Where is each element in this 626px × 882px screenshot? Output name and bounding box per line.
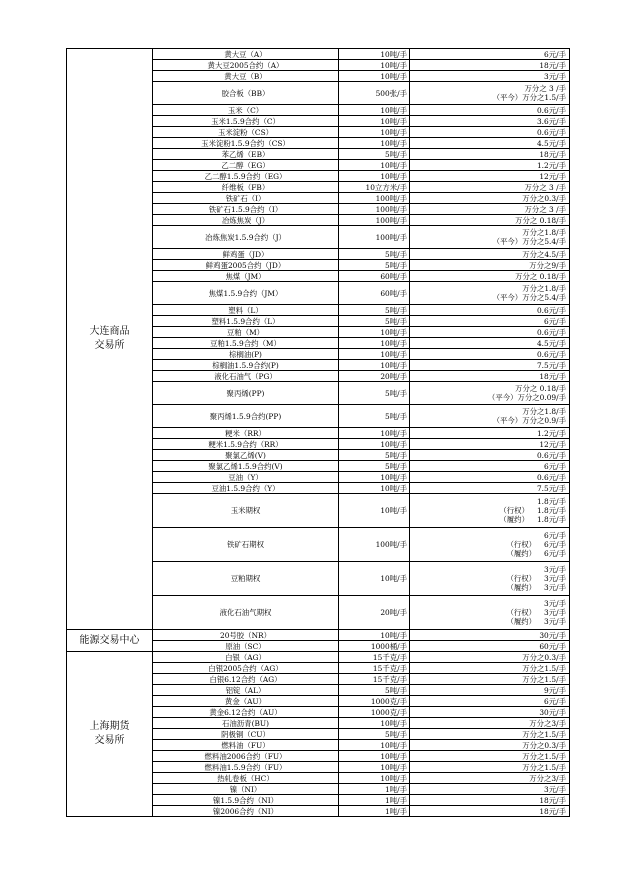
- contract-fee: [410, 762, 570, 773]
- fee-line: 7.5元/手: [536, 483, 566, 493]
- contract-fee: [410, 82, 570, 105]
- contract-name: 鲜鸡蛋2005合约（JD）: [153, 260, 339, 271]
- fee-line: 1.2元/手: [536, 160, 566, 170]
- contract-name: 塑料（L）: [153, 305, 339, 316]
- contract-fee: [410, 696, 570, 707]
- contract-name: 黄金6.12合约（AU）: [153, 707, 339, 718]
- fee-line: 30元/手: [539, 707, 566, 717]
- contract-fee: [410, 116, 570, 127]
- fee-line: 4.5元/手: [536, 138, 566, 148]
- fee-line: 1.2元/手: [536, 428, 566, 438]
- contract-name: 镍（NI）: [153, 784, 339, 795]
- fee-line-label: （行权）: [499, 506, 529, 515]
- contract-fee: [410, 316, 570, 327]
- contract-unit: 10吨/手: [339, 630, 410, 641]
- contract-fee: [410, 171, 570, 182]
- contract-fee: [410, 182, 570, 193]
- fee-line-label: （履约）: [506, 617, 537, 626]
- contract-name: 冶炼焦炭（J）: [153, 215, 339, 226]
- contract-unit: 100吨/手: [339, 193, 410, 204]
- contract-unit: 100吨/手: [339, 528, 410, 562]
- fee-line: 6元/手: [544, 49, 566, 59]
- exchange-name: [67, 49, 153, 630]
- contract-fee: [410, 360, 570, 371]
- contract-unit: 5吨/手: [339, 685, 410, 696]
- contract-name: 燃料油1.5.9合约（FU）: [153, 762, 339, 773]
- contract-unit: 10吨/手: [339, 562, 410, 596]
- fee-line: 万分之4.5/手: [522, 249, 566, 259]
- contract-name: 热轧卷板（HC）: [153, 773, 339, 784]
- fee-line: 万分之3/手: [529, 773, 566, 783]
- contract-unit: 10吨/手: [339, 428, 410, 439]
- fee-line-label: （行权）: [506, 574, 537, 583]
- exchange-name: [67, 652, 153, 817]
- contract-fee: [410, 472, 570, 483]
- contract-fee: [410, 127, 570, 138]
- contract-name: 塑料1.5.9合约（L）: [153, 316, 339, 327]
- table-row: [67, 630, 570, 641]
- contract-name: 阴极铜（CU）: [153, 729, 339, 740]
- fee-line: （平今）万分之5.4/手: [492, 293, 566, 302]
- contract-unit: 10吨/手: [339, 740, 410, 751]
- exchange-name-line: 交易所: [94, 340, 125, 351]
- contract-fee: [410, 450, 570, 461]
- contract-name: 豆粕1.5.9合约（M）: [153, 338, 339, 349]
- fee-line: 3元/手: [544, 784, 566, 794]
- fee-line: [412, 583, 566, 592]
- contract-fee: [410, 405, 570, 428]
- contract-fee: [410, 349, 570, 360]
- fee-line: 万分之 3 /手: [524, 182, 566, 192]
- contract-fee: [410, 461, 570, 472]
- contract-unit: 5吨/手: [339, 450, 410, 461]
- contract-name: 豆油（Y）: [153, 472, 339, 483]
- fee-line: （平今）万分之5.4/手: [492, 237, 566, 246]
- contract-unit: 100吨/手: [339, 215, 410, 226]
- contract-unit: 10吨/手: [339, 171, 410, 182]
- contract-fee: [410, 338, 570, 349]
- contract-unit: 10吨/手: [339, 116, 410, 127]
- fee-line: 18元/手: [539, 795, 566, 805]
- contract-fee: [410, 371, 570, 382]
- contract-fee: [410, 71, 570, 82]
- contract-name: 黄大豆（B）: [153, 71, 339, 82]
- contract-fee: [410, 60, 570, 71]
- exchange-name-line: 能源交易中心: [79, 634, 140, 646]
- contract-name: 玉米（C）: [153, 105, 339, 116]
- contract-name: 黄大豆2005合约（A）: [153, 60, 339, 71]
- contract-name: 粳米（RR）: [153, 428, 339, 439]
- fee-line: 7.5元/手: [536, 360, 566, 370]
- fee-line-value: 3元/手: [544, 608, 566, 617]
- exchange-name: [67, 630, 153, 652]
- contract-name: 乙二醇1.5.9合约（EG）: [153, 171, 339, 182]
- contract-fee: [410, 49, 570, 60]
- fee-line: 0.6元/手: [536, 305, 566, 315]
- contract-unit: 10吨/手: [339, 773, 410, 784]
- fee-line-value: 6元/手: [544, 531, 566, 540]
- fee-line: 12元/手: [539, 171, 566, 181]
- contract-fee: [410, 784, 570, 795]
- contract-fee: [410, 428, 570, 439]
- contract-unit: 10吨/手: [339, 338, 410, 349]
- fee-line: 18元/手: [539, 60, 566, 70]
- contract-fee: [410, 271, 570, 282]
- fee-line: 万分之 0.18/手: [515, 384, 566, 393]
- contract-unit: 60吨/手: [339, 282, 410, 305]
- contract-fee: [410, 138, 570, 149]
- contract-unit: 10吨/手: [339, 60, 410, 71]
- contract-fee: [410, 707, 570, 718]
- contract-fee: [410, 193, 570, 204]
- fee-line-label: （履约）: [499, 515, 529, 524]
- contract-unit: 1吨/手: [339, 784, 410, 795]
- contract-fee: [410, 249, 570, 260]
- contract-name: 铁矿石（I）: [153, 193, 339, 204]
- fee-line: [412, 531, 566, 540]
- contract-unit: 10吨/手: [339, 718, 410, 729]
- contract-name: 玉米淀粉（CS）: [153, 127, 339, 138]
- contract-name: 焦煤（JM）: [153, 271, 339, 282]
- contract-unit: 10吨/手: [339, 751, 410, 762]
- contract-unit: 10吨/手: [339, 138, 410, 149]
- contract-name: 豆粕（M）: [153, 327, 339, 338]
- contract-unit: 100吨/手: [339, 204, 410, 215]
- contract-unit: 10吨/手: [339, 349, 410, 360]
- contract-fee: [410, 596, 570, 630]
- contract-fee: [410, 439, 570, 450]
- contract-fee: [410, 806, 570, 817]
- contract-fee: [410, 630, 570, 641]
- contract-unit: 60吨/手: [339, 271, 410, 282]
- fee-line: 万分之1.5/手: [522, 729, 566, 739]
- contract-name: 黄大豆（A）: [153, 49, 339, 60]
- fee-line: 6元/手: [544, 316, 566, 326]
- fee-line-value: 3元/手: [544, 617, 566, 626]
- fee-line: [412, 574, 566, 583]
- contract-name: 铁矿石期权: [153, 528, 339, 562]
- fee-line: 3.6元/手: [536, 116, 566, 126]
- contract-name: 玉米淀粉1.5.9合约（CS）: [153, 138, 339, 149]
- fee-line-label: （行权）: [506, 608, 537, 617]
- fee-line: 0.6元/手: [536, 450, 566, 460]
- contract-name: 镍2006合约（NI）: [153, 806, 339, 817]
- fee-line: 万分之1.5/手: [522, 762, 566, 772]
- contract-fee: [410, 105, 570, 116]
- fee-line: 万分之0.3/手: [522, 652, 566, 662]
- fee-line-value: 3元/手: [544, 599, 566, 608]
- contract-name: 燃料油（FU）: [153, 740, 339, 751]
- fee-line: [412, 515, 566, 524]
- exchange-name-line: 大连商品: [89, 326, 130, 337]
- contract-fee: [410, 641, 570, 652]
- table-row: [67, 652, 570, 663]
- fee-line-value: 6元/手: [544, 549, 566, 558]
- contract-unit: 10吨/手: [339, 71, 410, 82]
- fee-line: 30元/手: [539, 630, 566, 640]
- contract-unit: 1000桶/手: [339, 641, 410, 652]
- contract-fee: [410, 528, 570, 562]
- contract-name: 聚丙烯(PP): [153, 382, 339, 405]
- fee-line: 万分之0.3/手: [522, 740, 566, 750]
- contract-name: 粳米1.5.9合约（RR）: [153, 439, 339, 450]
- fee-line: [412, 497, 566, 506]
- contract-name: 豆粕期权: [153, 562, 339, 596]
- contract-name: 聚丙烯1.5.9合约(PP): [153, 405, 339, 428]
- contract-name: 棕榈油(P): [153, 349, 339, 360]
- fee-line: 60元/手: [539, 641, 566, 651]
- fee-line: 万分之 0.18/手: [515, 215, 566, 225]
- contract-unit: 500张/手: [339, 82, 410, 105]
- contract-name: 玉米1.5.9合约（C）: [153, 116, 339, 127]
- contract-fee: [410, 795, 570, 806]
- contract-fee: [410, 718, 570, 729]
- contract-unit: 10立方米/手: [339, 182, 410, 193]
- contract-name: 鲜鸡蛋（JD）: [153, 249, 339, 260]
- fee-line-value: 3元/手: [544, 574, 566, 583]
- contract-name: 白银（AG）: [153, 652, 339, 663]
- fee-line: 万分之1.5/手: [522, 674, 566, 684]
- contract-unit: 5吨/手: [339, 260, 410, 271]
- contract-unit: 20吨/手: [339, 596, 410, 630]
- contract-unit: 5吨/手: [339, 149, 410, 160]
- fee-line: 万分之3/手: [529, 718, 566, 728]
- contract-fee: [410, 773, 570, 784]
- contract-fee: [410, 149, 570, 160]
- fee-line: [412, 565, 566, 574]
- fee-line: （平今）万分之0.09/手: [487, 393, 566, 402]
- fee-line: 万分之1.8/手: [522, 284, 566, 293]
- fee-line: 万分之0.3/手: [522, 193, 566, 203]
- contract-unit: 10吨/手: [339, 160, 410, 171]
- fee-line-value: 1.8元/手: [536, 515, 566, 524]
- fee-line: 6元/手: [544, 696, 566, 706]
- contract-name: 白银6.12合约（AG）: [153, 674, 339, 685]
- contract-name: 玉米期权: [153, 494, 339, 528]
- fee-line: 万分之 3 /手: [524, 204, 566, 214]
- fee-line-value: 6元/手: [544, 540, 566, 549]
- contract-name: 20号胶（NR）: [153, 630, 339, 641]
- contract-fee: [410, 327, 570, 338]
- fee-line: 18元/手: [539, 371, 566, 381]
- fee-line: 9元/手: [544, 685, 566, 695]
- contract-fee: [410, 740, 570, 751]
- fee-line: [412, 549, 566, 558]
- fee-line: 0.6元/手: [536, 327, 566, 337]
- contract-name: 铁矿石1.5.9合约（I）: [153, 204, 339, 215]
- contract-name: 铝锭（AL）: [153, 685, 339, 696]
- fee-line-value: 1.8元/手: [536, 497, 566, 506]
- contract-unit: 10吨/手: [339, 49, 410, 60]
- contract-unit: 20吨/手: [339, 371, 410, 382]
- contract-fee: [410, 215, 570, 226]
- fee-line: [412, 540, 566, 549]
- contract-fee: [410, 483, 570, 494]
- contract-name: 镍1.5.9合约（NI）: [153, 795, 339, 806]
- contract-name: 燃料油2006合约（FU）: [153, 751, 339, 762]
- fee-line-value: 3元/手: [544, 583, 566, 592]
- contract-unit: 5吨/手: [339, 461, 410, 472]
- fee-line: 0.6元/手: [536, 127, 566, 137]
- contract-unit: 1吨/手: [339, 795, 410, 806]
- contract-fee: [410, 674, 570, 685]
- fee-line: 18元/手: [539, 149, 566, 159]
- table-row: [67, 49, 570, 60]
- contract-fee: [410, 160, 570, 171]
- fee-line: 万分之1.5/手: [522, 663, 566, 673]
- fee-line-label: （履约）: [506, 549, 537, 558]
- contract-unit: 10吨/手: [339, 762, 410, 773]
- contract-name: 棕榈油1.5.9合约(P): [153, 360, 339, 371]
- fee-line: 万分之 0.18/手: [515, 271, 566, 281]
- contract-name: 冶炼焦炭1.5.9合约（J）: [153, 226, 339, 249]
- contract-unit: 5吨/手: [339, 405, 410, 428]
- fee-line: 0.6元/手: [536, 105, 566, 115]
- fee-line: 12元/手: [539, 439, 566, 449]
- contract-unit: 5吨/手: [339, 382, 410, 405]
- contract-name: 苯乙烯（EB）: [153, 149, 339, 160]
- contract-name: 聚氯乙烯1.5.9合约(V): [153, 461, 339, 472]
- contract-name: 乙二醇（EG）: [153, 160, 339, 171]
- contract-name: 纤维板（FB）: [153, 182, 339, 193]
- contract-unit: 15千克/手: [339, 652, 410, 663]
- contract-unit: 1吨/手: [339, 806, 410, 817]
- contract-fee: [410, 562, 570, 596]
- fee-line: 万分之1.5/手: [522, 751, 566, 761]
- contract-unit: 10吨/手: [339, 327, 410, 338]
- contract-unit: 5吨/手: [339, 729, 410, 740]
- contract-fee: [410, 663, 570, 674]
- contract-fee: [410, 652, 570, 663]
- fee-line: 万分之9/手: [529, 260, 566, 270]
- contract-fee: [410, 282, 570, 305]
- exchange-name-line: 交易所: [94, 735, 125, 746]
- fee-line-value: 1.8元/手: [536, 506, 566, 515]
- contract-unit: 15千克/手: [339, 663, 410, 674]
- contract-fee: [410, 494, 570, 528]
- contract-fee: [410, 260, 570, 271]
- contract-name: 原油（SC）: [153, 641, 339, 652]
- fee-line: 万分之1.8/手: [522, 407, 566, 416]
- contract-fee: [410, 685, 570, 696]
- fee-line: （平今）万分之0.9/手: [492, 416, 566, 425]
- fee-line: [412, 617, 566, 626]
- contract-name: 液化石油气（PG）: [153, 371, 339, 382]
- fee-line: 4.5元/手: [536, 338, 566, 348]
- fee-line-label: （行权）: [506, 540, 537, 549]
- contract-name: 液化石油气期权: [153, 596, 339, 630]
- contract-name: 白银2005合约（AG）: [153, 663, 339, 674]
- contract-name: 焦煤1.5.9合约（JM）: [153, 282, 339, 305]
- contract-unit: 10吨/手: [339, 360, 410, 371]
- contract-unit: 10吨/手: [339, 494, 410, 528]
- contract-fee: [410, 729, 570, 740]
- contract-unit: 15千克/手: [339, 674, 410, 685]
- fee-line-value: 3元/手: [544, 565, 566, 574]
- fee-line: 3元/手: [544, 71, 566, 81]
- contract-unit: 5吨/手: [339, 249, 410, 260]
- fee-line: 0.6元/手: [536, 349, 566, 359]
- contract-fee: [410, 204, 570, 215]
- fee-line: 6元/手: [544, 461, 566, 471]
- fee-table: [66, 48, 570, 817]
- fee-line: 万分之 3 /手: [524, 84, 566, 93]
- contract-unit: 1000克/手: [339, 696, 410, 707]
- contract-unit: 5吨/手: [339, 316, 410, 327]
- fee-line: 万分之1.8/手: [522, 228, 566, 237]
- contract-unit: 10吨/手: [339, 105, 410, 116]
- fee-line: [412, 506, 566, 515]
- fee-line: 0.6元/手: [536, 472, 566, 482]
- contract-unit: 100吨/手: [339, 226, 410, 249]
- contract-fee: [410, 751, 570, 762]
- contract-fee: [410, 305, 570, 316]
- fee-line: [412, 599, 566, 608]
- contract-name: 豆油1.5.9合约（Y）: [153, 483, 339, 494]
- contract-unit: 10吨/手: [339, 483, 410, 494]
- contract-name: 聚氯乙烯(V): [153, 450, 339, 461]
- fee-line: [412, 608, 566, 617]
- contract-unit: 10吨/手: [339, 439, 410, 450]
- contract-unit: 1000克/手: [339, 707, 410, 718]
- contract-unit: 10吨/手: [339, 127, 410, 138]
- fee-line-label: （履约）: [506, 583, 537, 592]
- contract-unit: 5吨/手: [339, 305, 410, 316]
- fee-line: 18元/手: [539, 806, 566, 816]
- contract-name: 石油沥青(BU): [153, 718, 339, 729]
- contract-fee: [410, 226, 570, 249]
- contract-name: 胶合板（BB）: [153, 82, 339, 105]
- contract-unit: 10吨/手: [339, 472, 410, 483]
- fee-line: （平今）万分之1.5/手: [492, 93, 566, 102]
- exchange-name-line: 上海期货: [89, 721, 130, 732]
- contract-name: 黄金（AU）: [153, 696, 339, 707]
- contract-fee: [410, 382, 570, 405]
